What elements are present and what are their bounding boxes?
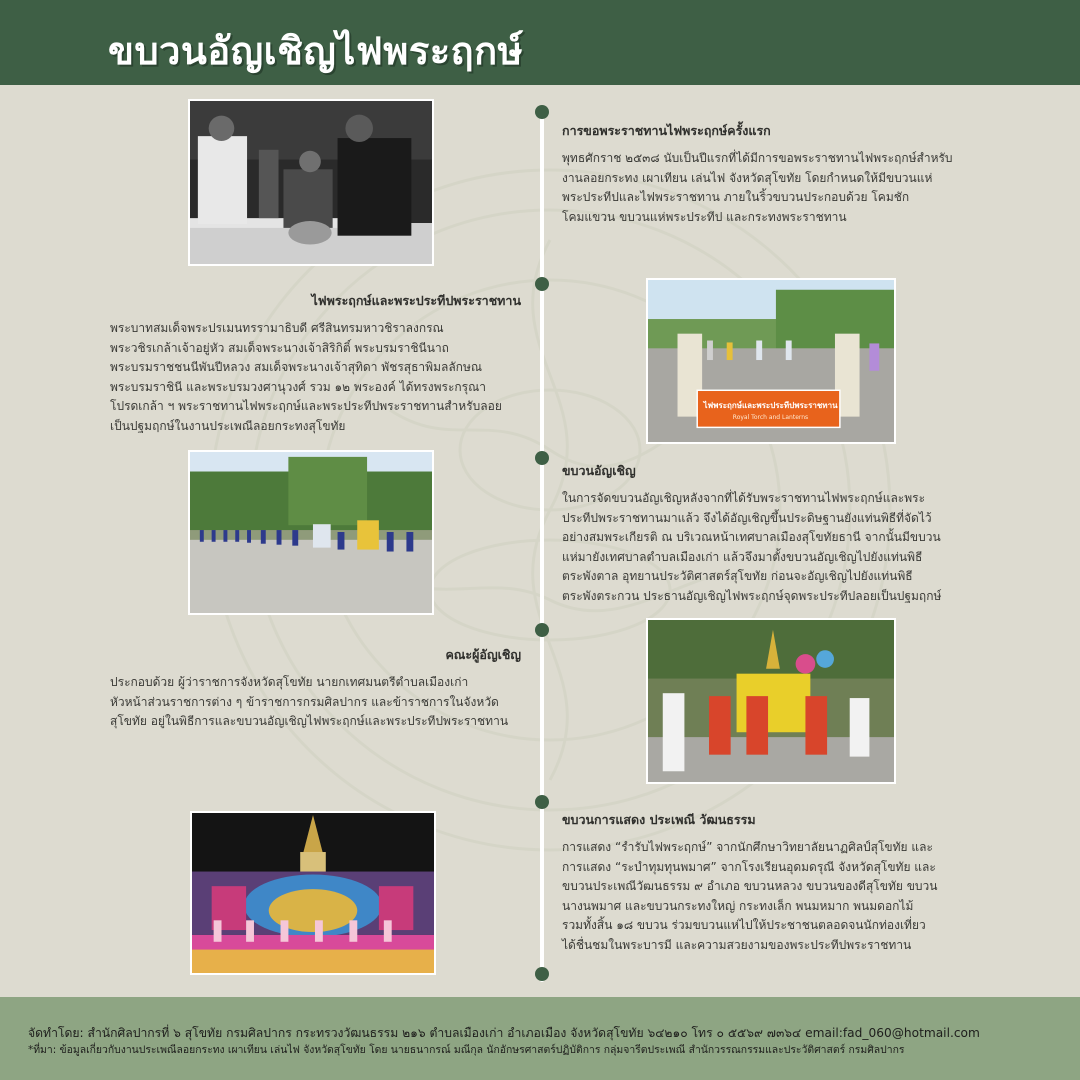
timeline-dot (535, 105, 549, 119)
header-bar (0, 0, 1080, 85)
photo-procession-road (188, 450, 434, 615)
body-line: แห่มายังเทศบาลตำบลเมืองเก่า แล้วจึงมาตั้งขบวนอัญเชิญไปยังแท่นพิธี (562, 549, 923, 564)
body-line: ตระพังตาล อุทยานประวัติศาสตร์สุโขทัย ก่อนจะอัญเชิญไปยังแท่นพิธี (562, 569, 913, 584)
timeline-dot (535, 795, 549, 809)
body-line: สุโขทัย อยู่ในพิธีการและขบวนอัญเชิญไฟพระฤกษ์และพระประทีปพระราชทาน (110, 714, 509, 729)
timeline-dot (535, 451, 549, 465)
timeline-dot (535, 277, 549, 291)
body-line: พระบรมราชชนนีพันปีหลวง สมเด็จพระนางเจ้าสุทิดา พัชรสุธาพิมลลักษณ (110, 360, 482, 375)
banner-subtext: Royal Torch and Lanterns (732, 414, 809, 421)
photo-officials-procession (646, 618, 896, 784)
body-line: รวมทั้งสิ้น ๑๘ ขบวน ร่วมขบวนแห่ไปให้ประชาชนตลอดจนนักท่องเที่ยว (562, 918, 926, 933)
section-heading: ขบวนการแสดง ประเพณี วัฒนธรรม (562, 812, 756, 827)
section-heading: ไฟพระฤกษ์และพระประทีปพระราชทาน (311, 293, 521, 308)
photo-stage-performance (190, 811, 436, 975)
body-line: พระบาทสมเด็จพระปรเมนทรรามาธิบดี ศรีสินทรมหาวชิราลงกรณ (110, 321, 444, 335)
body-line: โคมแขวน ขบวนแห่พระประทีป และกระทงพระราชทาน (562, 209, 847, 224)
body-line: งานลอยกระทง เผาเทียน เล่นไฟ จังหวัดสุโขทัย โดยกำหนดให้มีขบวนแห่ (562, 170, 933, 185)
body-line: ตระพังตระกวน ประธานอัญเชิญไฟพระฤกษ์จุดพระประทีปลอยเป็นปฐมฤกษ์ (562, 588, 942, 603)
body-line: พระวชิรเกล้าเจ้าอยู่หัว สมเด็จพระนางเจ้าสิริกิติ์ พระบรมราชินีนาถ (110, 340, 449, 355)
section-heading: การขอพระราชทานไฟพระฤกษ์ครั้งแรก (562, 123, 771, 138)
body-line: ขบวนประเพณีวัฒนธรรม ๙ อำเภอ ขบวนหลวง ขบวนของดีสุโขทัย ขบวน (562, 879, 938, 894)
photo-ceremony-bw (188, 99, 434, 266)
body-line: อย่างสมพระเกียรติ ณ บริเวณหน้าเทศบาลเมืองสุโขทัยธานี จากนั้นมีขบวน (562, 530, 941, 545)
body-line: เป็นปฐมฤกษ์ในงานประเพณีลอยกระทงสุโขทัย (110, 418, 346, 433)
timeline-dot (535, 967, 549, 981)
section-heading: ขบวนอัญเชิญ (562, 463, 636, 478)
footer-bar (0, 997, 1080, 1080)
body-line: ประทีปพระราชทานมาแล้ว จึงได้อัญเชิญขึ้นประดิษฐานยังแท่นพิธีที่จัดไว้ (562, 510, 932, 525)
section-body (562, 489, 941, 607)
banner-text: ไฟพระฤกษ์และพระประทีปพระราชทาน (703, 401, 838, 410)
body-line: พระบรมราชินี และพระบรมวงศานุวงศ์ รวม ๑๒ พระองค์ ได้ทรงพระกรุณา (110, 379, 486, 394)
section-body (562, 838, 937, 956)
timeline-line (540, 112, 544, 982)
page-title: ขบวนอัญเชิญไฟพระฤกษ์ (108, 29, 524, 73)
body-line: การแสดง “รำรับไฟพระฤกษ์” จากนักศึกษาวิทยาลัยนาฏศิลป์สุโขทัย และ (562, 840, 933, 854)
section-body (110, 319, 502, 437)
section-body (110, 673, 508, 732)
footer-source: *ที่มา: ข้อมูลเกี่ยวกับงานประเพณีลอยกระทง เผาเทียน เล่นไฟ จังหวัดสุโขทัย โดย นายธนากรณ์ มณีกุล นักอักษรศาสตร์ปฏิบัติการ กลุ่มจารีตประเพณี สำนักวรรณกรรมและประวัติศาสตร์ กรมศิลปากร (28, 1044, 905, 1056)
photo-royal-torch-banner (646, 278, 896, 444)
body-line: การแสดง “ระบำทุมทุนพมาศ” จากโรงเรียนอุดมดรุณี จังหวัดสุโขทัย และ (562, 859, 936, 874)
section-heading: คณะผู้อัญเชิญ (445, 647, 521, 662)
body-line: ได้ชื่นชมในพระบารมี และความสวยงามของพระประทีปพระราชทาน (562, 937, 912, 952)
body-line: พระประทีปและไฟพระราชทาน ภายในริ้วขบวนประกอบด้วย โคมชัก (562, 190, 910, 205)
timeline-dot (535, 623, 549, 637)
body-line: พุทธศักราช ๒๕๓๘ นับเป็นปีแรกที่ได้มีการขอพระราชทานไฟพระฤกษ์สำหรับ (562, 151, 953, 165)
body-line: นางนพมาศ และขบวนกระทงใหญ่ กระทงเล็ก พนมหมาก พนมดอกไม้ (562, 898, 914, 913)
body-line: ประกอบด้วย ผู้ว่าราชการจังหวัดสุโขทัย นายกเทศมนตรีตำบลเมืองเก่า (110, 675, 469, 689)
body-line: โปรดเกล้า ฯ พระราชทานไฟพระฤกษ์และพระประทีปพระราชทานสำหรับลอย (110, 399, 502, 414)
section-body (562, 149, 953, 227)
footer-credit: จัดทำโดย: สำนักศิลปากรที่ ๖ สุโขทัย กรมศิลปากร กระทรวงวัฒนธรรม ๒๑๖ ตำบลเมืองเก่า อำเภอเมือง จังหวัดสุโขทัย ๖๔๒๑๐ โทร ๐ ๕๕๖๙ ๗๓๖๔ email:fad_060@hotmail.com (28, 1026, 980, 1040)
body-line: ในการจัดขบวนอัญเชิญหลังจากที่ได้รับพระราชทานไฟพระฤกษ์และพระ (562, 491, 926, 505)
body-line: หัวหน้าส่วนราชการต่าง ๆ ข้าราชการกรมศิลปากร และข้าราชการในจังหวัด (110, 694, 499, 709)
